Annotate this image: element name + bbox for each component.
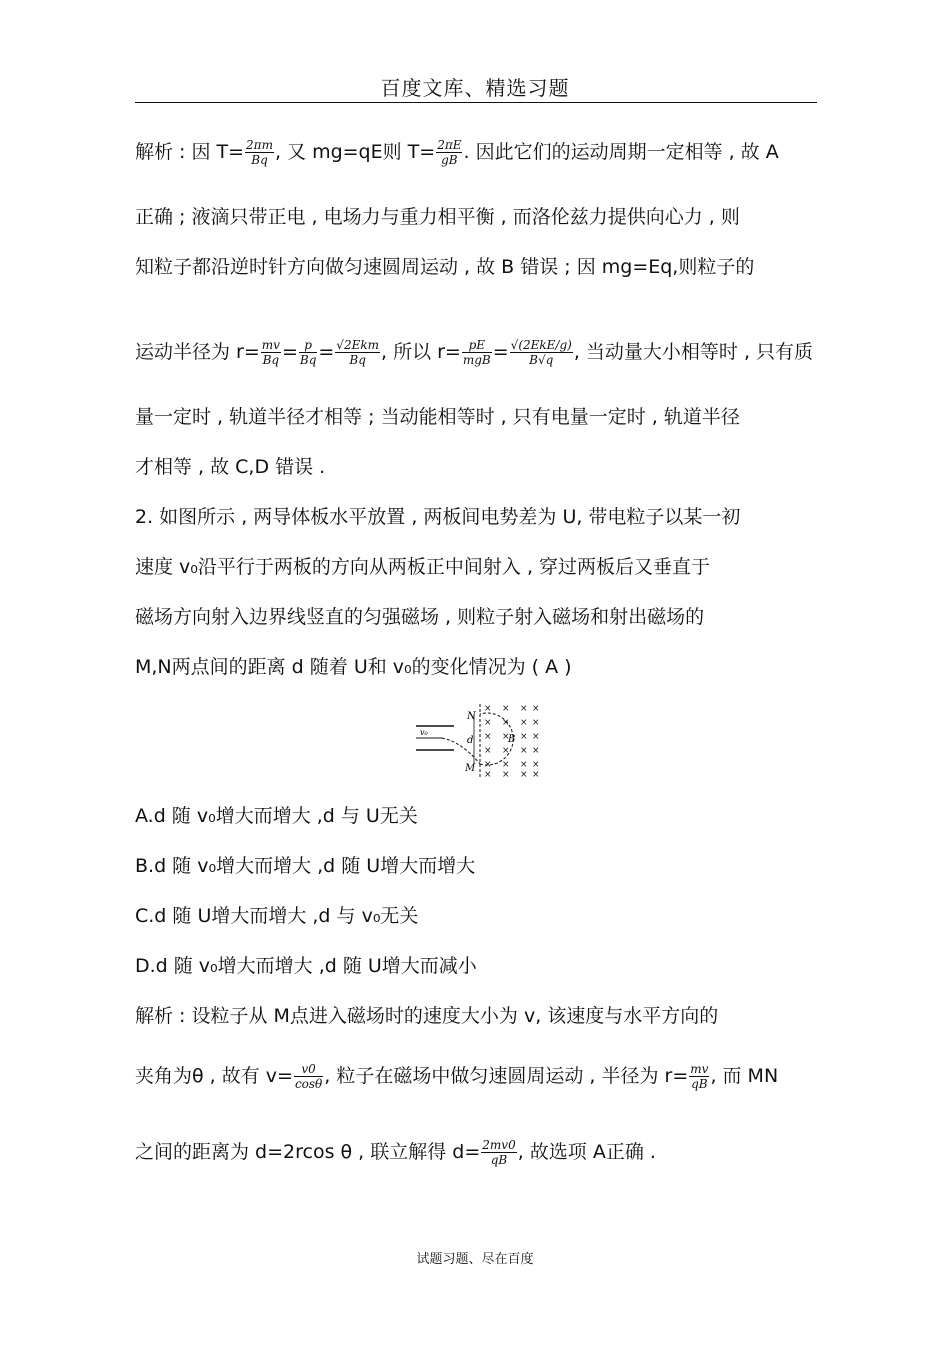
analysis1-line6: 才相等 , 故 C,D 错误 . [135,456,326,478]
fraction-denominator: B√q [529,353,554,367]
fraction-denominator: Bq [262,353,280,367]
analysis1-line2: 正确 ; 液滴只带正电 , 电场力与重力相平衡 , 而洛伦兹力提供向心力 , 则 [135,206,740,228]
label-d: d [467,735,474,746]
analysis2-text: , 而 MN [710,1065,779,1087]
fraction [462,338,492,367]
field-cross: × [502,746,510,756]
field-cross: × [520,704,528,714]
analysis1-text: . 因此它们的运动周期一定相等 , 故 A [463,141,779,163]
fraction-denominator: cosθ [294,1077,323,1091]
field-cross: × [484,770,492,780]
field-cross: × [484,732,492,742]
fraction-denominator: Bq [349,353,366,367]
option-c: C.d 随 U增大而增大 ,d 与 v₀无关 [135,905,419,927]
analysis2-text: , 粒子在磁场中做匀速圆周运动 , 半径为 r= [324,1065,689,1087]
analysis1-text: , 所以 r= [381,341,461,363]
question2-line1: 2. 如图所示 , 两导体板水平放置 , 两板间电势差为 U, 带电粒子以某一初 [135,506,741,528]
header-divider [135,102,817,103]
analysis2-text: 之间的距离为 d=2rcos θ , 联立解得 d= [135,1141,481,1163]
fraction-denominator: mgB [462,353,491,367]
fraction [261,338,281,367]
fraction-numerator: p [299,338,318,353]
question2-line3: 磁场方向射入边界线竖直的匀强磁场 , 则粒子射入磁场和射出磁场的 [135,606,705,628]
field-cross: × [484,746,492,756]
analysis1-text: 解析 : 因 T= [135,141,245,163]
fraction-numerator: pE [462,338,492,353]
page-footer: 试题习题、尽在百度 [416,1252,534,1267]
field-cross: × [532,718,540,728]
option-b: B.d 随 v₀增大而增大 ,d 随 U增大而增大 [135,855,476,877]
analysis2-line3 [135,1138,656,1167]
label-B: B [508,734,516,745]
page-header: 百度文库、精选习题 [380,76,570,100]
fraction-denominator: qB [490,1153,508,1167]
fraction-denominator: Bq [251,153,268,167]
fraction [481,1138,516,1167]
question2-figure [412,702,540,780]
field-cross: × [502,704,510,714]
fraction-denominator: gB [441,153,458,167]
field-cross: × [484,704,492,714]
question2-line4: M,N两点间的距离 d 随着 U和 v₀的变化情况为 ( A ) [135,656,572,678]
analysis1-text: , 当动量大小相等时 , 只有质 [573,341,814,363]
fraction-numerator: 2πE [437,138,462,152]
option-a: A.d 随 v₀增大而增大 ,d 与 U无关 [135,805,418,827]
field-cross: × [520,746,528,756]
analysis2-text: , 故选项 A正确 . [517,1141,656,1163]
analysis1-line4: 运动半径为 r= $\frac{mv}{Bq}$ = $\frac{p}{Bq}$ = $\frac{\text{√2Ekm}}{Bq}$ , 所以 r= $\frac{pE}{\text{mgB}}$ = $\frac{\text{√(2EkE/g)}}{B√q}$ , 当动量大小相等时 , 只有质 [135,338,814,367]
label-N: N [467,711,476,722]
fraction-denominator: qB [691,1077,708,1091]
option-d: D.d 随 v₀增大而增大 ,d 随 U增大而减小 [135,955,477,977]
analysis1-line3: 知粒子都沿逆时针方向做匀速圆周运动 , 故 B 错误 ; 因 mg=Eq,则粒子的 [135,256,755,278]
field-cross: × [484,718,492,728]
fraction [510,338,573,367]
field-cross: × [520,760,528,770]
analysis1-text: 运动半径为 r= [135,341,260,363]
fraction-numerator: mv [690,1062,709,1076]
fraction [245,138,274,167]
field-cross: × [502,732,510,742]
label-M: M [465,763,476,774]
analysis2-text: 夹角为θ , 故有 v= [135,1065,293,1087]
fraction-numerator: √(2EkE/g) [510,338,572,352]
analysis1-text: , 又 mg=qE则 T= [274,141,436,163]
fraction-numerator: 2πm [246,138,273,152]
field-cross: × [532,746,540,756]
field-cross: × [520,718,528,728]
fraction-denominator: Bq [299,353,317,367]
field-cross: × [520,732,528,742]
fraction-numerator: mv [261,338,280,352]
analysis2-line2 [135,1062,778,1091]
field-cross: × [502,718,510,728]
fraction [436,138,462,167]
fraction [299,338,318,367]
field-cross: × [532,770,540,780]
field-cross: × [502,760,510,770]
fraction-numerator: v0 [294,1062,323,1077]
field-cross: × [520,770,528,780]
fraction [335,338,380,367]
analysis1-line5: 量一定时 , 轨道半径才相等 ; 当动能相等时 , 只有电量一定时 , 轨道半径 [135,406,740,428]
field-cross: × [484,760,492,770]
fraction [294,1062,323,1091]
field-cross: × [502,770,510,780]
field-cross: × [532,704,540,714]
field-cross: × [532,732,540,742]
fraction-numerator: 2mv0 [482,1138,516,1152]
analysis2-line1: 解析 : 设粒子从 M点进入磁场时的速度大小为 v, 该速度与水平方向的 [135,1005,719,1027]
field-cross: × [532,760,540,770]
analysis1-line1 [135,138,779,167]
v0-label: v₀ [420,728,428,737]
question2-line2: 速度 v₀沿平行于两板的方向从两板正中间射入 , 穿过两板后又垂直于 [135,556,711,578]
fraction [689,1062,709,1091]
fraction-numerator: √2Ekm [336,338,379,352]
